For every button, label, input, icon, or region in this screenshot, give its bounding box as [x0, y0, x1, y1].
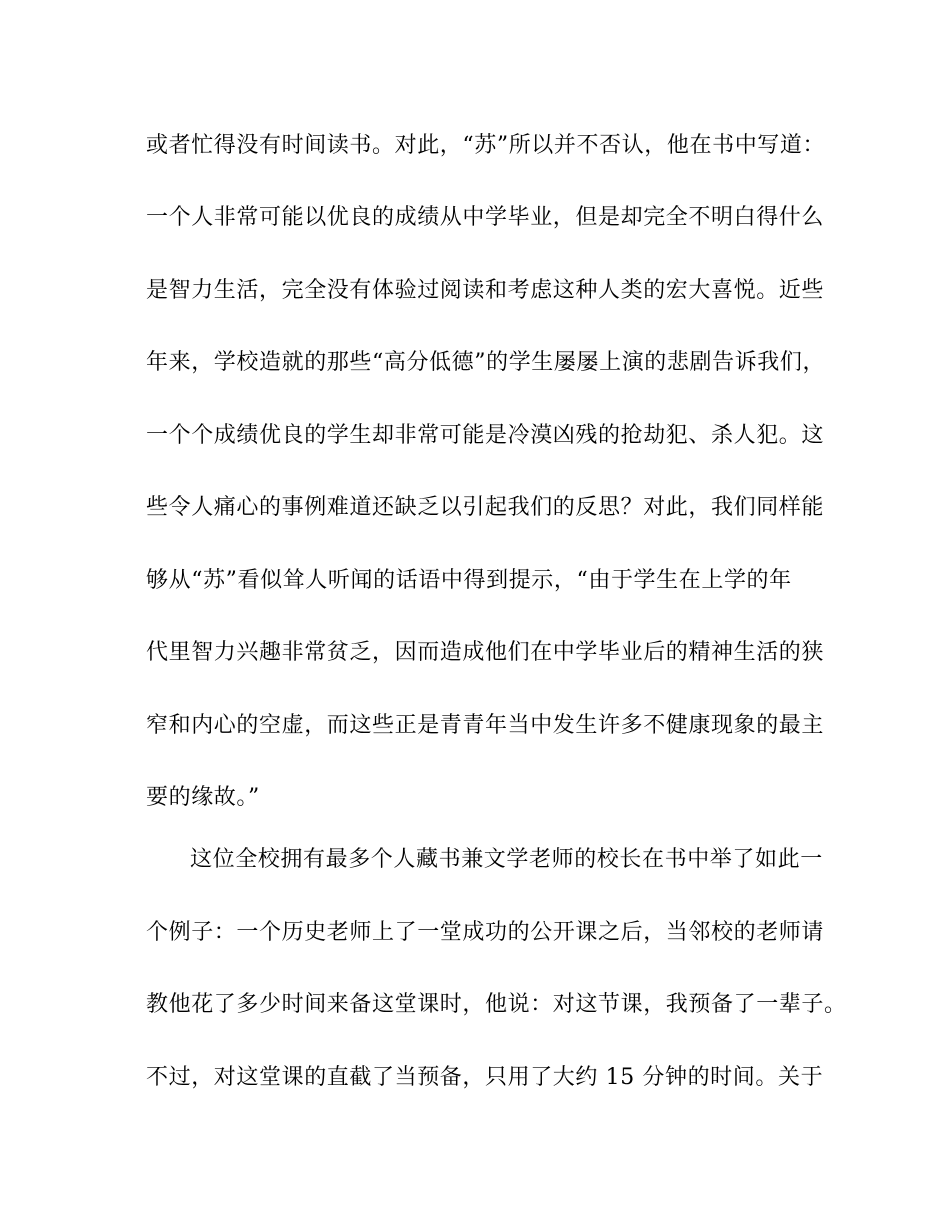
paragraph-first-line: 这位全校拥有最多个人藏书兼文学老师的校长在书中举了如此一 — [190, 847, 823, 872]
text-line: 个例子：一个历史老师上了一堂成功的公开课之后，当邻校的老师请 — [146, 920, 825, 945]
text-line: 一个人非常可能以优良的成绩从中学毕业，但是却完全不明白得什么 — [146, 205, 825, 230]
text-line: 窄和内心的空虚，而这些正是青青年当中发生许多不健康现象的最主 — [146, 713, 825, 738]
text-line: 一个个成绩优良的学生却非常可能是冷漠凶残的抢劫犯、杀人犯。这 — [146, 423, 825, 448]
text-line: 不过，对这堂课的直截了当预备，只用了大约 15 分钟的时间。关于 — [146, 1065, 824, 1090]
text-line: 要的缘故。” — [146, 785, 260, 810]
text-line: 够从“苏”看似耸人听闻的话语中得到提示，“由于学生在上学的年 — [146, 568, 792, 593]
text-line: 教他花了多少时间来备这堂课时，他说：对这节课，我预备了一辈子。 — [146, 992, 847, 1017]
text-line: 代里智力兴趣非常贫乏，因而造成他们在中学毕业后的精神生活的狭 — [146, 640, 825, 665]
text-line: 或者忙得没有时间读书。对此，“苏”所以并不否认，他在书中写道： — [146, 133, 826, 158]
text-line: 年来，学校造就的那些“高分低德”的学生屡屡上演的悲剧告诉我们， — [146, 350, 826, 375]
text-line: 是智力生活，完全没有体验过阅读和考虑这种人类的宏大喜悦。近些 — [146, 278, 825, 303]
text-line: 些令人痛心的事例难道还缺乏以引起我们的反思？对此，我们同样能 — [146, 495, 825, 520]
